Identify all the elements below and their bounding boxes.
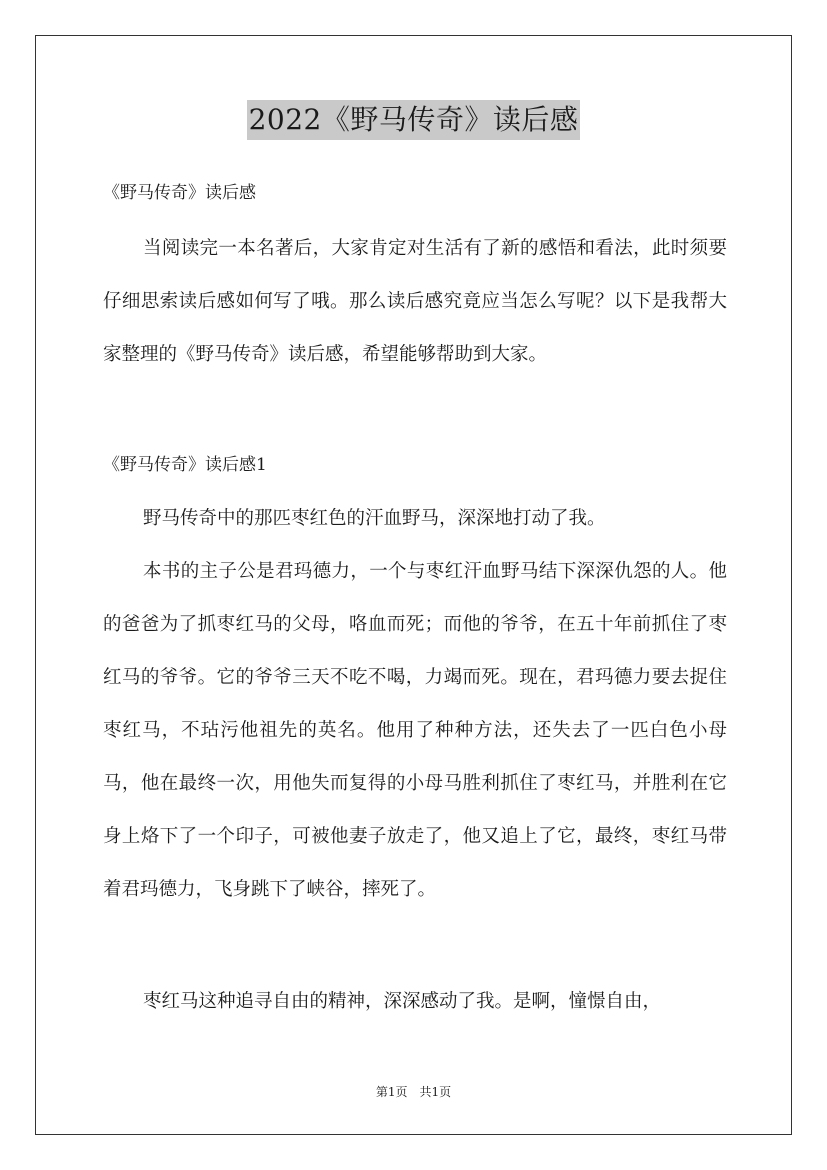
title-wrapper bbox=[0, 100, 827, 140]
page-footer: 第1页 共1页 bbox=[375, 1085, 452, 1099]
section-heading-1: 《野马传奇》读后感1 bbox=[103, 455, 267, 475]
body-paragraph-3: 枣红马这种追寻自由的精神，深深感动了我。是啊，憧憬自由， bbox=[143, 991, 662, 1012]
body-paragraph-1: 野马传奇中的那匹枣红色的汗血野马，深深地打动了我。 bbox=[143, 508, 606, 529]
document-subtitle: 《野马传奇》读后感 bbox=[103, 183, 256, 203]
intro-paragraph: 当阅读完一本名著后，大家肯定对生活有了新的感悟和看法，此时须要仔细思索读后感如何写了哦。那么读后感究竟应当怎么写呢？以下是我帮大家整理的《野马传奇》读后感，希望能够帮助到大家。 bbox=[103, 238, 727, 365]
document-title: 2022《野马传奇》读后感 bbox=[247, 100, 581, 140]
body-paragraph-2: 本书的主子公是君玛德力，一个与枣红汗血野马结下深深仇怨的人。他的爸爸为了抓枣红马的父母，咯血而死；而他的爷爷，在五十年前抓住了枣红马的爷爷。它的爷爷三天不吃不喝，力竭而死。现在，君玛德力要去捉住枣红马，不玷污他祖先的英名。他用了种种方法，还失去了一匹白色小母马，他在最终一次，用他失而复得的小母马胜利抓住了枣红马，并胜利在它身上烙下了一个印子，可被他妻子放走了，他又追上了它，最终，枣红马带着君玛德力，飞身跳下了峡谷，摔死了。 bbox=[103, 561, 727, 900]
